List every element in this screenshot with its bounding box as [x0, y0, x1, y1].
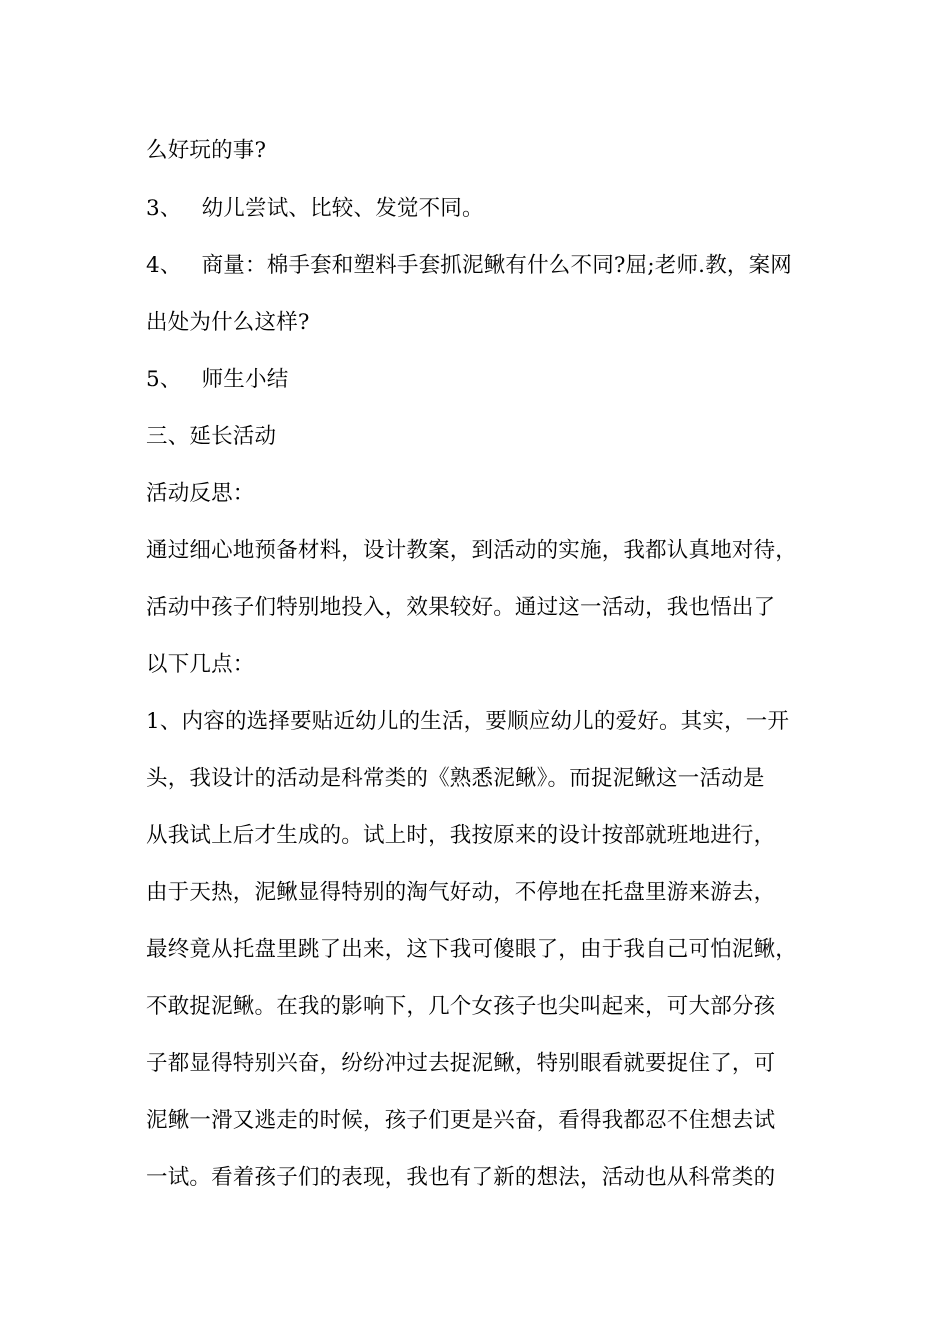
item-number: 5、 [146, 367, 182, 392]
line-text: 幼儿尝试、比较、发觉不同。 [201, 196, 484, 221]
line-text: 子都显得特别兴奋，纷纷冲过去捉泥鳅，特别眼看就要捉住了，可 [146, 1051, 776, 1076]
text-line [146, 1164, 846, 1192]
numbered-line [146, 366, 846, 394]
line-text: 1、内容的选择要贴近幼儿的生活，要顺应幼儿的爱好。其实，一开 [146, 709, 790, 734]
text-line [146, 993, 846, 1021]
text-line [146, 137, 846, 165]
text-line [146, 879, 846, 907]
text-line [146, 822, 846, 850]
line-text: 活动反思： [146, 481, 255, 506]
line-text: 最终竟从托盘里跳了出来，这下我可傻眼了，由于我自己可怕泥鳅， [146, 937, 798, 962]
section-heading [146, 480, 846, 508]
text-line [146, 1107, 846, 1135]
text-line [146, 309, 846, 337]
text-line [146, 651, 846, 679]
line-text: 以下几点： [146, 652, 255, 677]
text-line [146, 1050, 846, 1078]
section-heading [146, 423, 846, 451]
line-text: 出处为什么这样? [146, 310, 310, 335]
line-text: 不敢捉泥鳅。在我的影响下，几个女孩子也尖叫起来，可大部分孩 [146, 994, 776, 1019]
line-text: 么好玩的事? [146, 138, 267, 163]
numbered-line [146, 252, 846, 280]
text-line [146, 537, 846, 565]
item-number: 3、 [146, 196, 182, 221]
line-text: 三、延长活动 [146, 424, 277, 449]
text-line [146, 594, 846, 622]
line-text: 通过细心地预备材料，设计教案，到活动的实施，我都认真地对待， [146, 538, 798, 563]
item-number: 4、 [146, 253, 182, 278]
line-text: 泥鳅一滑又逃走的时候，孩子们更是兴奋，看得我都忍不住想去试 [146, 1108, 776, 1133]
line-text: 由于天热，泥鳅显得特别的淘气好动，不停地在托盘里游来游去， [146, 880, 776, 905]
line-text: 商量：棉手套和塑料手套抓泥鳅有什么不同?屈;老师.教，案网 [201, 253, 793, 278]
line-text: 从我试上后才生成的。试上时，我按原来的设计按部就班地进行， [146, 823, 776, 848]
text-line [146, 708, 846, 736]
text-line [146, 936, 846, 964]
line-text: 一试。看着孩子们的表现，我也有了新的想法，活动也从科常类的 [146, 1165, 776, 1190]
line-text: 活动中孩子们特别地投入，效果较好。通过这一活动，我也悟出了 [146, 595, 776, 620]
numbered-line [146, 195, 846, 223]
line-text: 头，我设计的活动是科常类的《熟悉泥鳅》。而捉泥鳅这一活动是 [146, 766, 765, 791]
text-line [146, 765, 846, 793]
line-text: 师生小结 [201, 367, 289, 392]
